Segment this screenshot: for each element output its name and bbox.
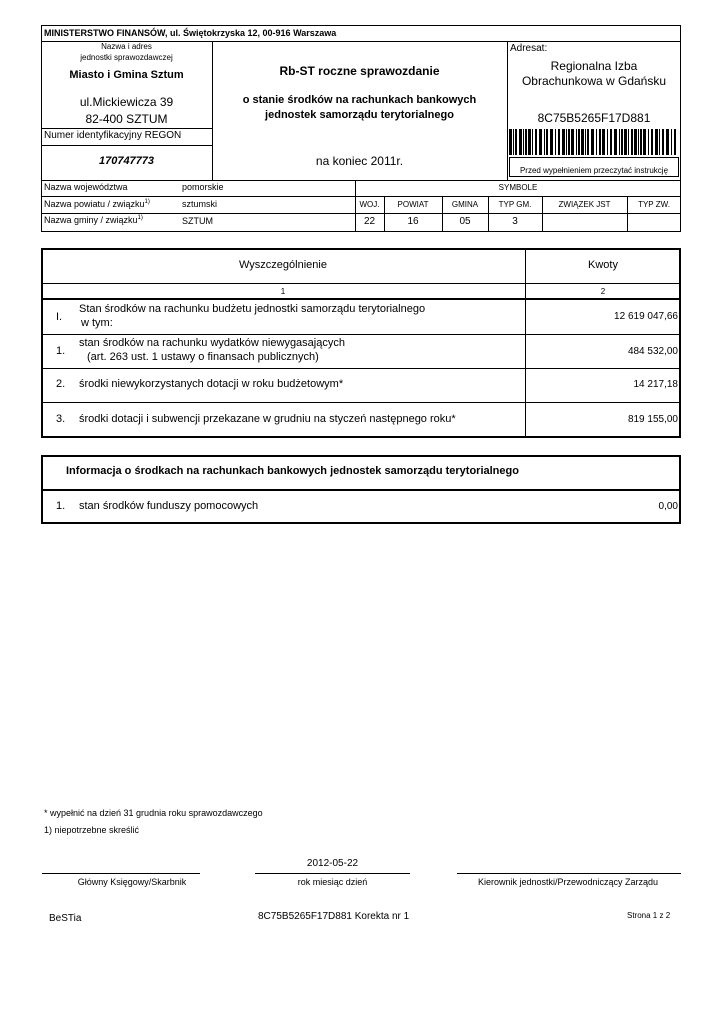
symbol-header-typ-gm: TYP GM.	[498, 200, 532, 209]
report-title: Rb-ST roczne sprawozdanie	[279, 64, 440, 78]
commune-value: SZTUM	[182, 216, 213, 226]
row-number: 1.	[56, 500, 66, 512]
row-amount: 819 155,00	[627, 414, 678, 425]
row-description: środki dotacji i subwencji przekazane w grudniu na styczeń następnego roku*	[79, 413, 456, 425]
row-number: I.	[56, 311, 63, 323]
footnote-star: * wypełnić na dzień 31 grudnia roku sprawozdawczego	[44, 808, 263, 818]
report-period: na koniec 2011r.	[315, 154, 404, 168]
report-subtitle-2: jednostek samorządu terytorialnego	[265, 109, 454, 121]
document-code: 8C75B5265F17D881	[537, 111, 651, 125]
row-number: 2.	[56, 378, 66, 390]
row-amount: 0,00	[658, 501, 678, 512]
symbol-value-typ-gm: 3	[512, 216, 518, 227]
row-description: Stan środków na rachunku budżetu jednostki samorządu terytorialnego	[79, 303, 426, 315]
symbol-header-woj: WOJ.	[359, 200, 380, 209]
regon-label: Numer identyfikacyjny REGON	[44, 130, 182, 141]
county-value: sztumski	[182, 199, 218, 209]
addressee-line-1: Regionalna Izba	[550, 59, 638, 73]
accountant-signature-line	[42, 873, 200, 874]
col-header-description: Wyszczególnienie	[239, 259, 327, 271]
date-caption: rok miesiąc dzień	[297, 877, 368, 887]
row-description: stan środków funduszy pomocowych	[79, 500, 259, 512]
unit-street: ul.Mickiewicza 39	[79, 95, 174, 109]
addressee-label: Adresat:	[510, 43, 548, 54]
row-description-cont: w tym:	[81, 317, 113, 329]
col-header-amount: Kwoty	[588, 259, 618, 271]
unit-city: 82-400 SZTUM	[85, 112, 168, 126]
col-number-2: 2	[600, 287, 606, 296]
info-table-title: Informacja o środkach na rachunkach bankowych jednostek samorządu terytorialnego	[66, 465, 519, 477]
report-subtitle-1: o stanie środków na rachunkach bankowych	[242, 94, 477, 106]
head-signature-line	[457, 873, 681, 874]
footer-doc-ref: 8C75B5265F17D881 Korekta nr 1	[258, 911, 410, 922]
date-line	[255, 873, 410, 874]
voivodeship-value: pomorskie	[182, 182, 224, 192]
symbols-label: SYMBOLE	[498, 183, 538, 192]
row-description-cont: (art. 263 ust. 1 ustawy o finansach publicznych)	[87, 351, 319, 363]
software-name: BeSTia	[49, 913, 82, 924]
symbol-header-gmina: GMINA	[451, 200, 479, 209]
voivodeship-label: Nazwa województwa	[44, 182, 128, 192]
col-number-1: 1	[280, 287, 286, 296]
row-amount: 12 619 047,66	[614, 311, 678, 322]
commune-label: Nazwa gminy / związku$^{1)}$	[44, 215, 143, 225]
regon-value: 170747773	[98, 155, 155, 167]
accountant-caption: Główny Księgowy/Skarbnik	[77, 877, 187, 887]
unit-name: Miasto i Gmina Sztum	[69, 69, 184, 81]
row-description: stan środków na rachunku wydatków niewygasających	[79, 337, 345, 349]
symbol-value-powiat: 16	[407, 216, 419, 227]
row-number: 1.	[56, 345, 66, 357]
symbol-value-woj: 22	[363, 216, 376, 227]
row-amount: 484 532,00	[627, 346, 678, 357]
date-value: 2012-05-22	[306, 858, 359, 869]
addressee-line-2: Obrachunkowa w Gdańsku	[521, 74, 667, 88]
symbol-header-zwiazek: ZWIĄZEK JST	[558, 200, 611, 209]
row-amount: 14 217,18	[633, 379, 678, 390]
footnote-one: 1) niepotrzebne skreślić	[44, 825, 140, 835]
symbol-value-gmina: 05	[459, 216, 471, 227]
row-description: środki niewykorzystanych dotacji w roku budżetowym*	[79, 378, 344, 390]
head-caption: Kierownik jednostki/Przewodniczący Zarządu	[477, 877, 659, 887]
symbol-header-typ-zw: TYP ZW.	[638, 200, 670, 209]
page-number: Strona 1 z 2	[627, 911, 671, 920]
row-number: 3.	[56, 413, 66, 425]
county-label: Nazwa powiatu / związku$^{1)}$	[44, 199, 150, 209]
unit-caption: Nazwa i adres jednostki sprawozdawczej	[80, 42, 173, 62]
ministry-header: MINISTERSTWO FINANSÓW, ul. Świętokrzyska 12, 00-916 Warszawa	[44, 28, 337, 38]
instruction-note: Przed wypełnieniem przeczytać instrukcję	[519, 166, 669, 175]
barcode-icon	[508, 129, 678, 155]
symbol-header-powiat: POWIAT	[397, 200, 429, 209]
